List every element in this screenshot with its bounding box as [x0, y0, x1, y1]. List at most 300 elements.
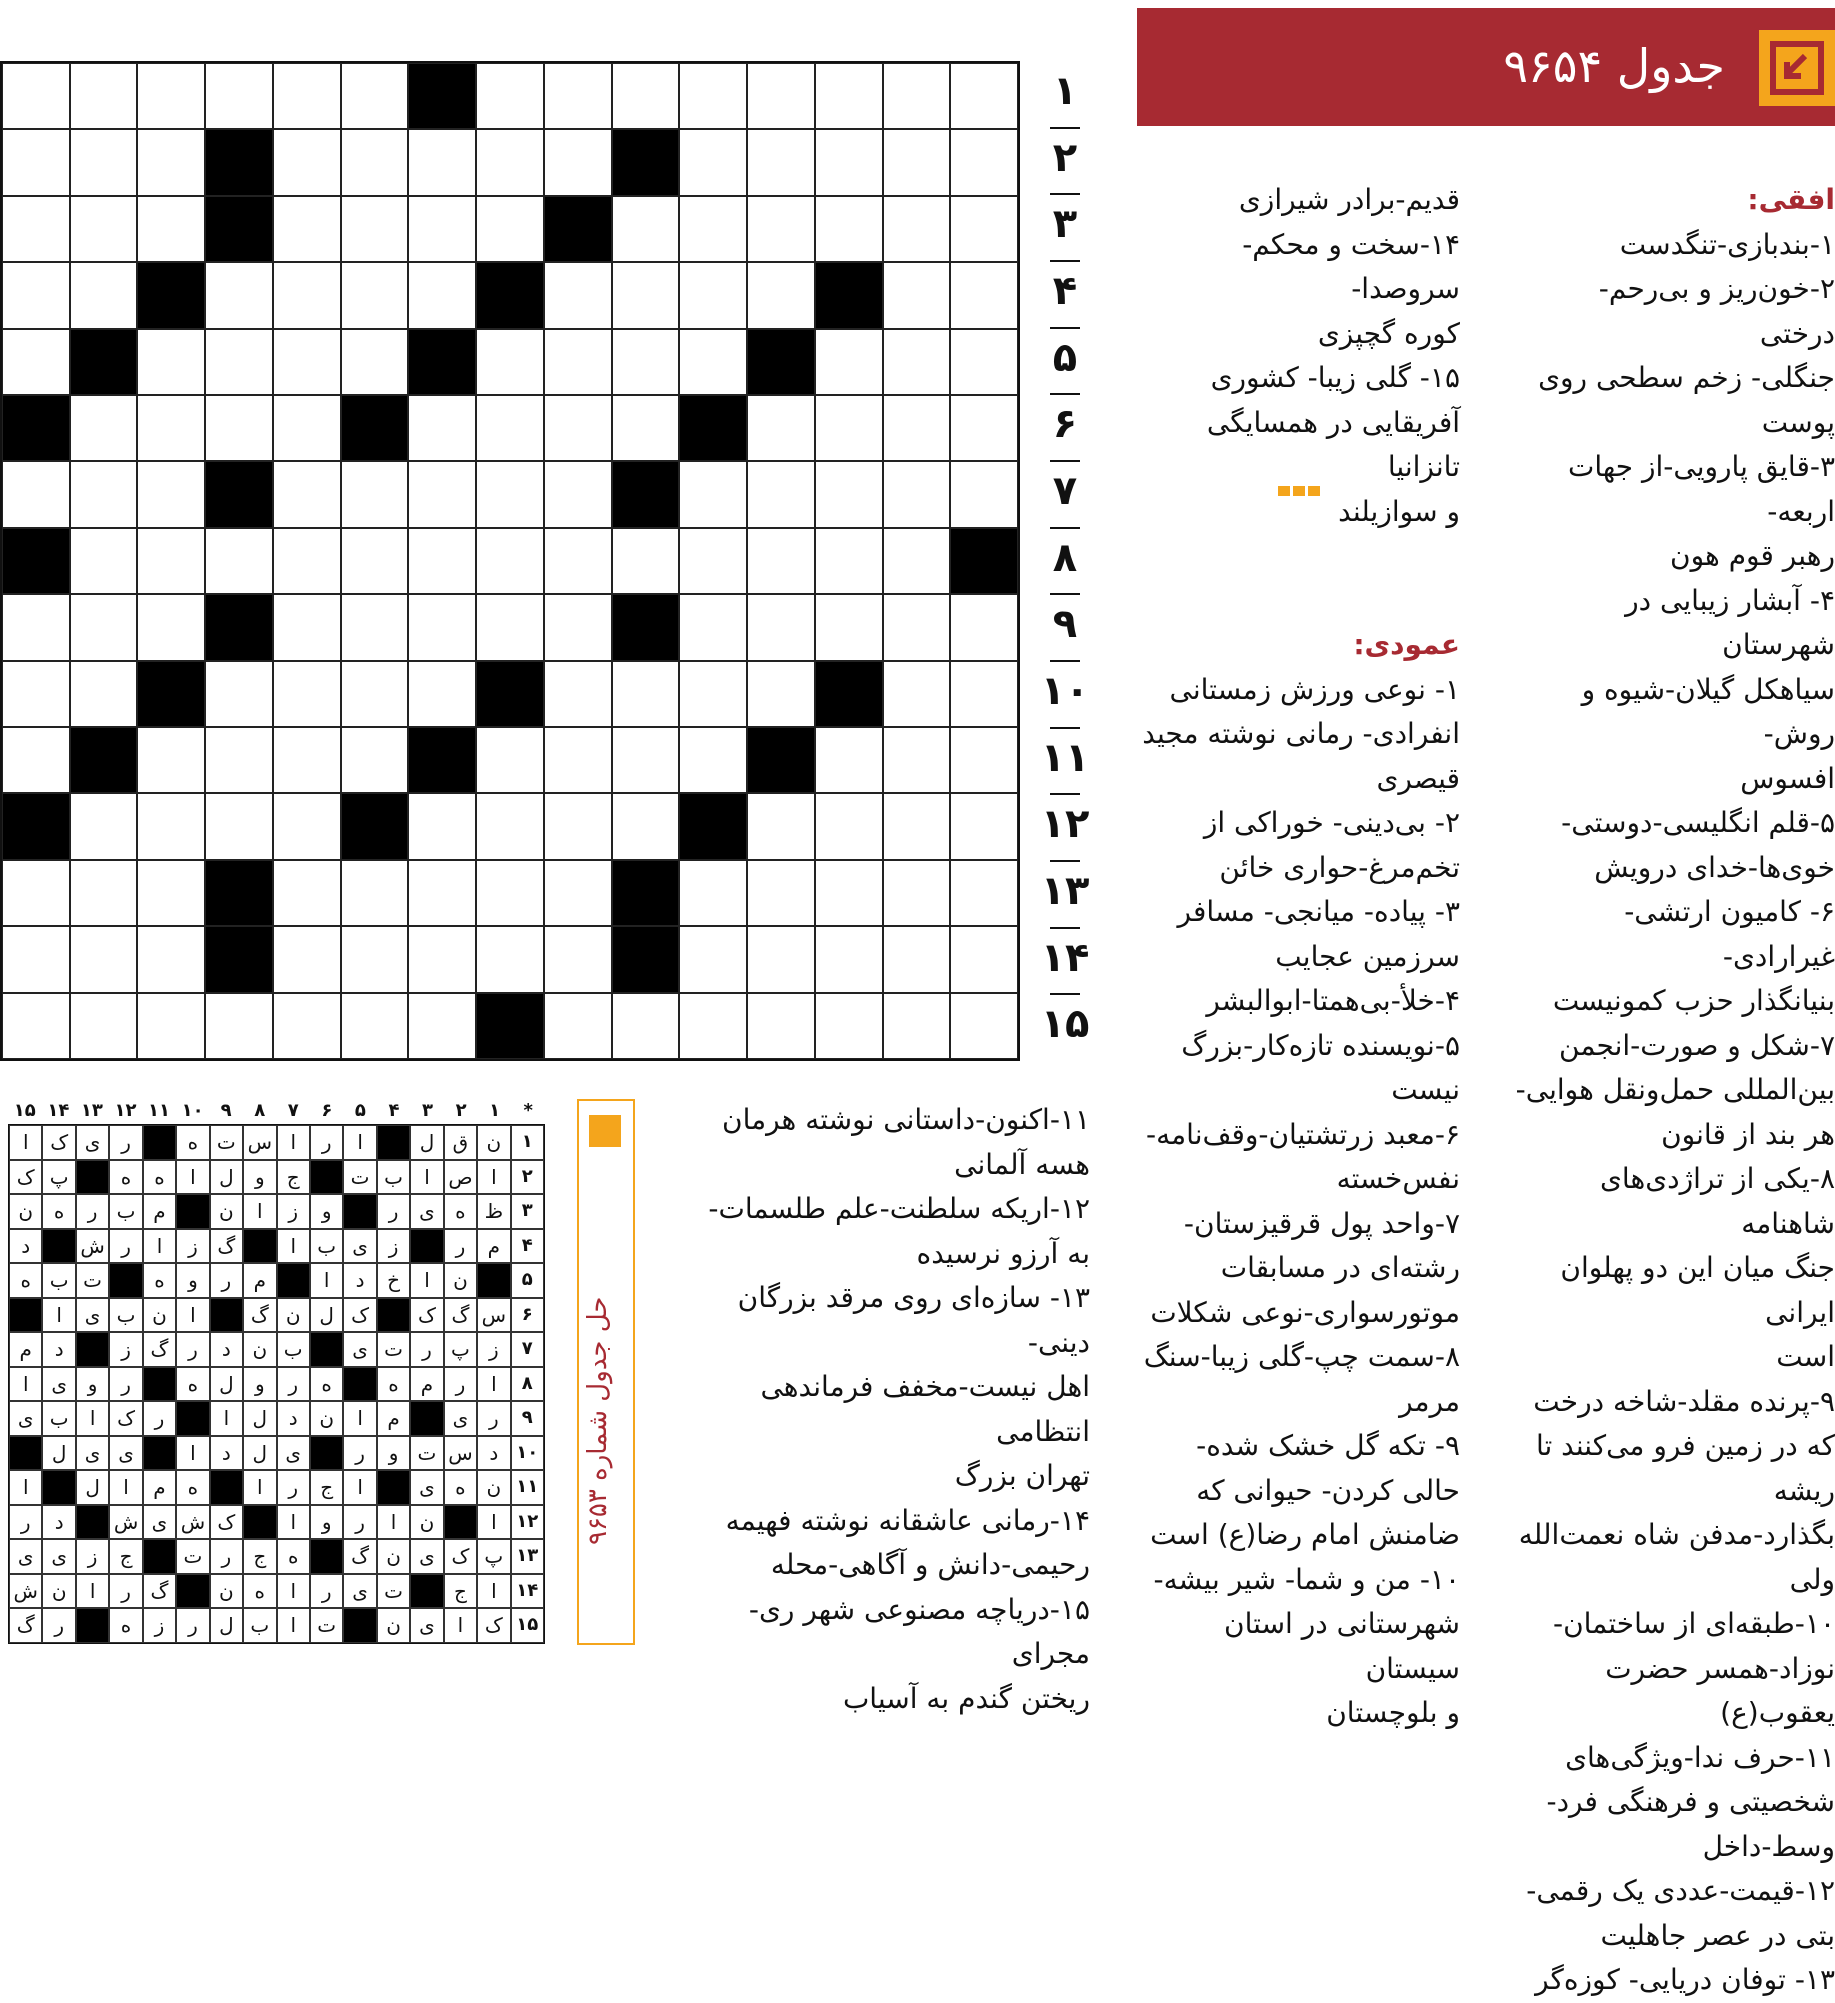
grid-cell[interactable]: [341, 196, 409, 262]
solution-black-cell: [143, 1367, 176, 1402]
solution-row-number: ۱۱: [511, 1470, 544, 1505]
solution-letter: ز: [143, 1608, 176, 1643]
solution-letter: ن: [377, 1608, 410, 1643]
solution-black-cell: [377, 1470, 410, 1505]
clue-line: ۱۰- من و شما- شیر بیشه-: [1153, 1562, 1460, 1596]
grid-cell[interactable]: [883, 594, 951, 660]
grid-cell[interactable]: [950, 926, 1018, 992]
grid-cell[interactable]: [2, 926, 70, 992]
solution-letter: د: [343, 1263, 376, 1298]
grid-cell[interactable]: [815, 860, 883, 926]
grid-cell[interactable]: [747, 262, 815, 328]
grid-cell[interactable]: [137, 461, 205, 527]
grid-cell[interactable]: [747, 993, 815, 1059]
black-cell: [476, 661, 544, 727]
grid-cell[interactable]: [544, 661, 612, 727]
grid-cell[interactable]: [679, 661, 747, 727]
grid-cell[interactable]: [408, 262, 476, 328]
grid-cell[interactable]: [137, 395, 205, 461]
grid-cell[interactable]: [70, 461, 138, 527]
solution-col-number: *: [523, 1100, 533, 1121]
grid-cell[interactable]: [544, 860, 612, 926]
grid-cell[interactable]: [137, 793, 205, 859]
grid-cell[interactable]: [137, 594, 205, 660]
grid-cell[interactable]: [544, 63, 612, 129]
grid-cell[interactable]: [341, 926, 409, 992]
grid-cell[interactable]: [815, 793, 883, 859]
grid-cell[interactable]: [883, 860, 951, 926]
grid-cell[interactable]: [815, 528, 883, 594]
grid-cell[interactable]: [815, 926, 883, 992]
grid-cell[interactable]: [544, 594, 612, 660]
clue-line: پوست: [1761, 405, 1835, 439]
grid-cell[interactable]: [476, 793, 544, 859]
solution-letter: خ: [377, 1263, 410, 1298]
solution-letter: ت: [76, 1263, 109, 1298]
solution-black-cell: [42, 1470, 75, 1505]
grid-cell[interactable]: [883, 262, 951, 328]
row-number: ۲: [1052, 134, 1078, 181]
grid-cell[interactable]: [815, 196, 883, 262]
clues-column-left: [680, 1098, 1090, 1721]
solution-letter: ی: [444, 1401, 477, 1436]
solution-row-number: ۳: [511, 1194, 544, 1229]
clue-line: ۶- کامیون ارتشی- غیرارادی-: [1624, 895, 1835, 973]
grid-cell[interactable]: [612, 528, 680, 594]
grid-cell[interactable]: [341, 129, 409, 195]
solution-letter: گ: [243, 1298, 276, 1333]
clue-line: جنگلی- زخم سطحی روی: [1538, 361, 1835, 394]
grid-cell[interactable]: [747, 63, 815, 129]
grid-cell[interactable]: [273, 727, 341, 793]
solution-letter: ا: [277, 1229, 310, 1264]
grid-cell[interactable]: [70, 926, 138, 992]
grid-cell[interactable]: [747, 461, 815, 527]
grid-cell[interactable]: [544, 993, 612, 1059]
grid-cell[interactable]: [408, 196, 476, 262]
row-number: ۶: [1052, 401, 1078, 448]
grid-cell[interactable]: [408, 926, 476, 992]
grid-cell[interactable]: [273, 329, 341, 395]
grid-cell[interactable]: [815, 63, 883, 129]
grid-cell[interactable]: [70, 993, 138, 1059]
grid-cell[interactable]: [2, 129, 70, 195]
grid-cell[interactable]: [2, 196, 70, 262]
grid-cell[interactable]: [2, 860, 70, 926]
page-title: جدول ۹۶۵۴: [1503, 39, 1725, 93]
solution-letter: ر: [310, 1125, 343, 1160]
black-cell: [341, 395, 409, 461]
grid-cell[interactable]: [137, 63, 205, 129]
grid-cell[interactable]: [679, 727, 747, 793]
solution-letter: ر: [42, 1608, 75, 1643]
grid-cell[interactable]: [70, 860, 138, 926]
grid-cell[interactable]: [883, 727, 951, 793]
solution-letter: ت: [310, 1608, 343, 1643]
solution-letter: م: [143, 1194, 176, 1229]
grid-cell[interactable]: [950, 129, 1018, 195]
clue-line: رشته‌ای در مسابقات: [1220, 1251, 1460, 1284]
grid-cell[interactable]: [476, 129, 544, 195]
row-number: ۱۱: [1040, 734, 1090, 781]
solution-letter: ه: [444, 1470, 477, 1505]
grid-cell[interactable]: [679, 860, 747, 926]
grid-cell[interactable]: [883, 926, 951, 992]
grid-cell[interactable]: [273, 63, 341, 129]
grid-cell[interactable]: [408, 793, 476, 859]
grid-cell[interactable]: [476, 594, 544, 660]
grid-cell[interactable]: [205, 727, 273, 793]
grid-cell[interactable]: [408, 528, 476, 594]
grid-cell[interactable]: [747, 129, 815, 195]
clue-line: سرزمین عجایب: [1275, 939, 1460, 973]
grid-cell[interactable]: [544, 727, 612, 793]
grid-cell[interactable]: [747, 395, 815, 461]
grid-cell[interactable]: [476, 860, 544, 926]
grid-cell[interactable]: [950, 329, 1018, 395]
solution-letter: ی: [143, 1505, 176, 1540]
grid-cell[interactable]: [815, 461, 883, 527]
grid-cell[interactable]: [205, 262, 273, 328]
grid-cell[interactable]: [747, 196, 815, 262]
solution-letter: ه: [176, 1367, 209, 1402]
grid-cell[interactable]: [137, 329, 205, 395]
grid-cell[interactable]: [747, 860, 815, 926]
solution-letter: ی: [410, 1470, 443, 1505]
solution-letter: ا: [477, 1505, 510, 1540]
clue-line: تخم‌مرغ-حواری خائن: [1219, 850, 1460, 884]
grid-cell[interactable]: [476, 461, 544, 527]
row-number: ۷: [1052, 468, 1078, 515]
grid-cell[interactable]: [341, 461, 409, 527]
grid-cell[interactable]: [883, 196, 951, 262]
grid-cell[interactable]: [408, 661, 476, 727]
black-cell: [612, 926, 680, 992]
black-cell: [205, 461, 273, 527]
grid-cell[interactable]: [341, 661, 409, 727]
grid-cell[interactable]: [205, 661, 273, 727]
grid-cell[interactable]: [950, 461, 1018, 527]
solution-row-number: ۴: [511, 1229, 544, 1264]
grid-cell[interactable]: [70, 395, 138, 461]
grid-cell[interactable]: [273, 196, 341, 262]
grid-cell[interactable]: [341, 993, 409, 1059]
grid-cell[interactable]: [341, 262, 409, 328]
grid-cell[interactable]: [273, 993, 341, 1059]
row-separator: [1050, 860, 1080, 862]
solution-letter: ن: [42, 1574, 75, 1609]
row-number: ۳: [1052, 201, 1078, 248]
grid-cell[interactable]: [205, 63, 273, 129]
grid-cell[interactable]: [883, 129, 951, 195]
grid-cell[interactable]: [544, 926, 612, 992]
grid-cell[interactable]: [815, 329, 883, 395]
solution-letter: ت: [410, 1436, 443, 1471]
grid-cell[interactable]: [747, 926, 815, 992]
grid-cell[interactable]: [408, 594, 476, 660]
grid-cell[interactable]: [137, 196, 205, 262]
grid-cell[interactable]: [679, 461, 747, 527]
grid-cell[interactable]: [2, 461, 70, 527]
grid-cell[interactable]: [2, 329, 70, 395]
grid-cell[interactable]: [70, 793, 138, 859]
grid-cell[interactable]: [747, 528, 815, 594]
solution-letter: ی: [42, 1539, 75, 1574]
grid-cell[interactable]: [883, 63, 951, 129]
solution-letter: ت: [210, 1125, 243, 1160]
grid-cell[interactable]: [70, 63, 138, 129]
grid-cell[interactable]: [273, 129, 341, 195]
grid-cell[interactable]: [273, 926, 341, 992]
solution-letter: ز: [377, 1229, 410, 1264]
grid-cell[interactable]: [679, 329, 747, 395]
solution-letter: ر: [343, 1505, 376, 1540]
grid-cell[interactable]: [950, 860, 1018, 926]
grid-cell[interactable]: [950, 63, 1018, 129]
clue-line: ۷-شکل و صورت-انجمن: [1559, 1028, 1835, 1062]
clue-line: جنگ میان این دو پهلوان ایرانی: [1560, 1251, 1835, 1329]
grid-cell[interactable]: [950, 262, 1018, 328]
solution-letter: پ: [477, 1539, 510, 1574]
clue-line: وسط-داخل: [1702, 1829, 1835, 1863]
black-cell: [205, 594, 273, 660]
grid-cell[interactable]: [950, 661, 1018, 727]
grid-cell[interactable]: [408, 993, 476, 1059]
row-separator: [1050, 793, 1080, 795]
grid-cell[interactable]: [612, 63, 680, 129]
grid-cell[interactable]: [815, 993, 883, 1059]
clue-line: و سوازیلند: [1338, 494, 1460, 528]
solution-letter: ب: [377, 1160, 410, 1195]
grid-cell[interactable]: [273, 262, 341, 328]
grid-cell[interactable]: [341, 594, 409, 660]
grid-cell[interactable]: [679, 129, 747, 195]
grid-cell[interactable]: [679, 196, 747, 262]
grid-cell[interactable]: [544, 395, 612, 461]
grid-cell[interactable]: [883, 661, 951, 727]
grid-cell[interactable]: [815, 129, 883, 195]
grid-cell[interactable]: [341, 860, 409, 926]
grid-cell[interactable]: [273, 461, 341, 527]
grid-cell[interactable]: [950, 395, 1018, 461]
clues-column-middle: [1140, 178, 1460, 1736]
grid-cell[interactable]: [679, 594, 747, 660]
brand-logo: [1759, 30, 1835, 106]
grid-cell[interactable]: [476, 196, 544, 262]
black-cell: [612, 461, 680, 527]
grid-cell[interactable]: [544, 461, 612, 527]
grid-cell[interactable]: [273, 661, 341, 727]
grid-cell[interactable]: [137, 926, 205, 992]
arrow-logo-icon: [1771, 42, 1823, 94]
solution-grid-wrapper: [0, 1098, 545, 1648]
solution-letter: ب: [109, 1194, 142, 1229]
solution-letter: ر: [176, 1608, 209, 1643]
clue-line: ۱۴-رمانی عاشقانه نوشته فهیمه: [725, 1503, 1090, 1537]
grid-cell[interactable]: [70, 528, 138, 594]
grid-cell[interactable]: [70, 262, 138, 328]
solution-letter: ه: [143, 1160, 176, 1195]
grid-cell[interactable]: [883, 461, 951, 527]
solution-letter: ی: [410, 1194, 443, 1229]
solution-letter: ب: [42, 1263, 75, 1298]
clue-line: ۱- نوعی ورزش زمستانی: [1169, 672, 1460, 706]
solution-col-number: ۴: [388, 1100, 400, 1121]
grid-cell[interactable]: [137, 993, 205, 1059]
grid-cell[interactable]: [341, 727, 409, 793]
grid-cell[interactable]: [747, 661, 815, 727]
grid-cell[interactable]: [341, 63, 409, 129]
solution-letter: ی: [343, 1574, 376, 1609]
grid-cell[interactable]: [883, 993, 951, 1059]
grid-cell[interactable]: [476, 528, 544, 594]
grid-cell[interactable]: [476, 63, 544, 129]
grid-cell[interactable]: [273, 528, 341, 594]
grid-cell[interactable]: [2, 993, 70, 1059]
grid-cell[interactable]: [137, 528, 205, 594]
grid-cell[interactable]: [273, 594, 341, 660]
grid-cell[interactable]: [70, 129, 138, 195]
grid-cell[interactable]: [137, 129, 205, 195]
solution-letter: و: [76, 1367, 109, 1402]
solution-letter: ن: [477, 1125, 510, 1160]
solution-black-cell: [310, 1332, 343, 1367]
solution-letter: ک: [410, 1298, 443, 1333]
grid-cell[interactable]: [883, 395, 951, 461]
grid-cell[interactable]: [70, 196, 138, 262]
solution-letter: ه: [377, 1367, 410, 1402]
grid-cell[interactable]: [70, 594, 138, 660]
grid-cell[interactable]: [815, 727, 883, 793]
grid-cell[interactable]: [612, 196, 680, 262]
grid-cell[interactable]: [815, 395, 883, 461]
solution-letter: ی: [410, 1608, 443, 1643]
grid-cell[interactable]: [2, 262, 70, 328]
black-cell: [205, 860, 273, 926]
grid-cell[interactable]: [273, 793, 341, 859]
solution-grid: [8, 1124, 545, 1644]
black-cell: [137, 262, 205, 328]
row-separator: [1050, 660, 1080, 662]
grid-cell[interactable]: [205, 793, 273, 859]
grid-cell[interactable]: [950, 196, 1018, 262]
solution-letter: ا: [343, 1125, 376, 1160]
grid-cell[interactable]: [476, 727, 544, 793]
grid-cell[interactable]: [612, 661, 680, 727]
grid-cell[interactable]: [476, 329, 544, 395]
row-separator: [1050, 260, 1080, 262]
grid-cell[interactable]: [408, 129, 476, 195]
solution-letter: د: [210, 1436, 243, 1471]
grid-cell[interactable]: [544, 329, 612, 395]
solution-letter: ن: [444, 1263, 477, 1298]
clue-line: ۱۳- توفان دریایی- کوزه‌گر: [1535, 1963, 1835, 1996]
grid-cell[interactable]: [612, 329, 680, 395]
grid-cell[interactable]: [205, 993, 273, 1059]
clue-line: ۳-قایق پارویی-از جهات اربعه-: [1567, 450, 1835, 528]
solution-column-header: [8, 1098, 545, 1124]
grid-cell[interactable]: [273, 860, 341, 926]
grid-cell[interactable]: [679, 993, 747, 1059]
grid-cell[interactable]: [544, 262, 612, 328]
grid-cell[interactable]: [476, 926, 544, 992]
solution-black-cell: [410, 1401, 443, 1436]
grid-cell[interactable]: [612, 395, 680, 461]
grid-cell[interactable]: [70, 661, 138, 727]
grid-cell[interactable]: [273, 395, 341, 461]
grid-cell[interactable]: [544, 793, 612, 859]
grid-cell[interactable]: [612, 993, 680, 1059]
grid-cell[interactable]: [408, 395, 476, 461]
grid-cell[interactable]: [205, 528, 273, 594]
black-cell: [205, 129, 273, 195]
grid-cell[interactable]: [612, 727, 680, 793]
solution-label-panel: [577, 1099, 635, 1645]
grid-cell[interactable]: [950, 727, 1018, 793]
black-cell: [747, 727, 815, 793]
grid-cell[interactable]: [476, 395, 544, 461]
grid-cell[interactable]: [544, 129, 612, 195]
solution-letter: ه: [310, 1367, 343, 1402]
grid-cell[interactable]: [2, 727, 70, 793]
grid-cell[interactable]: [544, 528, 612, 594]
solution-letter: ر: [377, 1194, 410, 1229]
grid-cell[interactable]: [679, 262, 747, 328]
grid-cell[interactable]: [679, 63, 747, 129]
grid-cell[interactable]: [679, 528, 747, 594]
grid-cell[interactable]: [747, 594, 815, 660]
solution-black-cell: [210, 1470, 243, 1505]
solution-letter: ج: [444, 1574, 477, 1609]
grid-cell[interactable]: [2, 661, 70, 727]
solution-letter: ی: [343, 1332, 376, 1367]
grid-cell[interactable]: [408, 461, 476, 527]
grid-cell[interactable]: [137, 727, 205, 793]
grid-cell[interactable]: [612, 262, 680, 328]
grid-cell[interactable]: [950, 793, 1018, 859]
grid-cell[interactable]: [883, 793, 951, 859]
grid-cell[interactable]: [747, 793, 815, 859]
grid-cell[interactable]: [883, 329, 951, 395]
grid-cell[interactable]: [950, 594, 1018, 660]
solution-letter: ه: [109, 1608, 142, 1643]
grid-cell[interactable]: [950, 993, 1018, 1059]
solution-letter: ا: [310, 1263, 343, 1298]
grid-cell[interactable]: [341, 528, 409, 594]
solution-title: حل جدول شماره ۹۶۵۳: [583, 1296, 613, 1546]
grid-cell[interactable]: [815, 594, 883, 660]
grid-cell[interactable]: [205, 329, 273, 395]
grid-cell[interactable]: [883, 528, 951, 594]
clue-line: ۱۱-اکنون-داستانی نوشته هرمان: [722, 1103, 1090, 1136]
grid-cell[interactable]: [408, 860, 476, 926]
grid-cell[interactable]: [341, 329, 409, 395]
grid-cell[interactable]: [137, 860, 205, 926]
solution-letter: ن: [9, 1194, 42, 1229]
solution-black-cell: [243, 1505, 276, 1540]
grid-cell[interactable]: [612, 793, 680, 859]
solution-letter: ا: [109, 1470, 142, 1505]
grid-cell[interactable]: [679, 926, 747, 992]
grid-cell[interactable]: [205, 395, 273, 461]
grid-cell[interactable]: [2, 594, 70, 660]
black-cell: [408, 329, 476, 395]
solution-letter: ل: [210, 1367, 243, 1402]
solution-letter: ت: [343, 1160, 376, 1195]
black-cell: [815, 262, 883, 328]
grid-cell[interactable]: [2, 63, 70, 129]
solution-letter: ش: [176, 1505, 209, 1540]
